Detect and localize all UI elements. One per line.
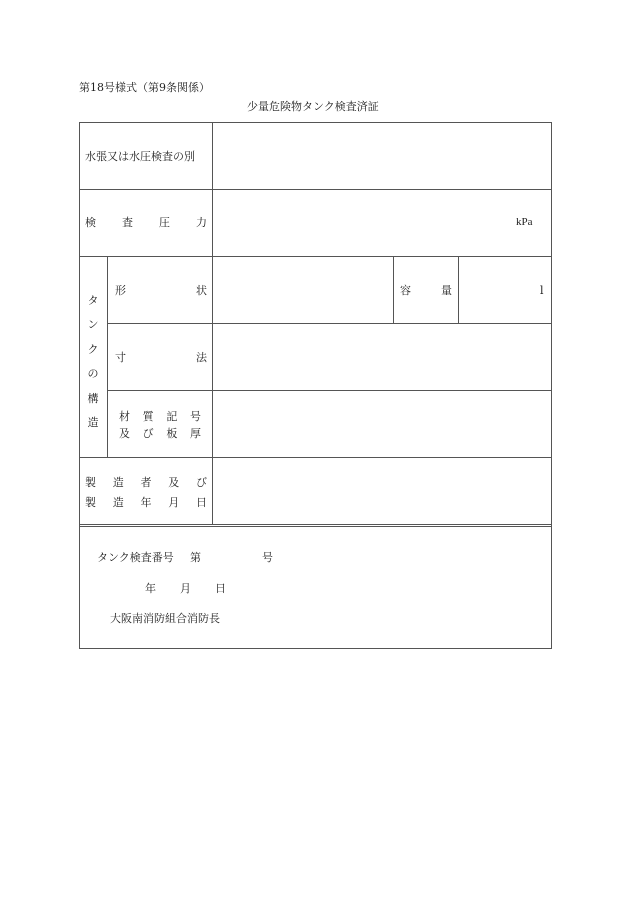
label-char: 力 bbox=[196, 216, 207, 229]
maker-label-line2 bbox=[85, 497, 207, 508]
row-divider bbox=[79, 256, 552, 257]
form-label: 第18号様式（第9条関係） bbox=[79, 81, 210, 94]
pressure-unit: kPa bbox=[516, 216, 533, 228]
inspection-number-dai: 第 bbox=[190, 551, 201, 564]
label-char: 査 bbox=[122, 216, 133, 229]
maker-label-line1 bbox=[85, 477, 207, 488]
label-char: 製 bbox=[85, 496, 96, 509]
label-char: 月 bbox=[168, 496, 180, 509]
inspection-number-go: 号 bbox=[262, 551, 273, 564]
label-char: 構 bbox=[87, 391, 99, 405]
shape-label bbox=[115, 285, 207, 296]
col-divider bbox=[212, 122, 213, 525]
label-char: 容 bbox=[400, 284, 411, 297]
col-divider bbox=[458, 256, 459, 323]
label-char: 質 bbox=[142, 410, 154, 423]
label-char: 製 bbox=[85, 476, 96, 489]
label-char: 造 bbox=[87, 415, 99, 429]
row-divider bbox=[79, 189, 552, 190]
date-day: 日 bbox=[215, 582, 226, 595]
label-char: 厚 bbox=[189, 427, 201, 440]
date-month: 月 bbox=[180, 582, 191, 595]
test-type-label: 水張又は水圧検査の別 bbox=[85, 150, 195, 163]
label-char: 状 bbox=[196, 284, 207, 297]
label-char: ク bbox=[87, 342, 99, 356]
label-char: の bbox=[87, 367, 99, 381]
inspection-number-label: タンク検査番号 bbox=[97, 551, 174, 564]
label-char: タ bbox=[87, 294, 99, 307]
date-year: 年 bbox=[145, 582, 156, 595]
label-char: 造 bbox=[112, 476, 124, 489]
label-char: 記 bbox=[166, 410, 178, 423]
label-char: 法 bbox=[196, 351, 207, 364]
material-label-line2 bbox=[119, 428, 201, 439]
row-divider bbox=[79, 457, 552, 458]
label-char: 検 bbox=[85, 216, 96, 229]
issuer-name: 大阪南消防組合消防長 bbox=[110, 612, 220, 625]
form-table bbox=[79, 122, 552, 649]
tank-structure-label bbox=[83, 292, 103, 430]
row-divider bbox=[79, 524, 552, 525]
col-divider bbox=[107, 256, 108, 457]
label-char: 圧 bbox=[159, 216, 170, 229]
label-char: 号 bbox=[189, 410, 201, 423]
label-char: ン bbox=[87, 318, 99, 332]
label-char: 量 bbox=[441, 284, 452, 297]
label-char: 形 bbox=[115, 284, 126, 297]
label-char: 造 bbox=[112, 496, 124, 509]
label-char: 及 bbox=[168, 476, 180, 489]
label-char: 年 bbox=[140, 496, 152, 509]
label-char: 板 bbox=[166, 427, 178, 440]
row-divider bbox=[107, 390, 552, 391]
row-divider bbox=[107, 323, 552, 324]
label-char: び bbox=[142, 427, 154, 440]
page-title: 少量危険物タンク検査済証 bbox=[247, 100, 379, 113]
pressure-label bbox=[85, 217, 207, 228]
col-divider bbox=[393, 256, 394, 323]
capacity-label bbox=[400, 285, 452, 296]
label-char: 材 bbox=[119, 410, 130, 423]
material-label-line1 bbox=[119, 411, 201, 422]
label-char: 者 bbox=[140, 476, 152, 489]
row-divider bbox=[79, 526, 552, 527]
label-char: び bbox=[196, 476, 207, 489]
label-char: 寸 bbox=[115, 351, 126, 364]
dimensions-label bbox=[115, 352, 207, 363]
label-char: 日 bbox=[196, 496, 207, 509]
capacity-unit: l bbox=[540, 284, 544, 297]
label-char: 及 bbox=[119, 427, 130, 440]
